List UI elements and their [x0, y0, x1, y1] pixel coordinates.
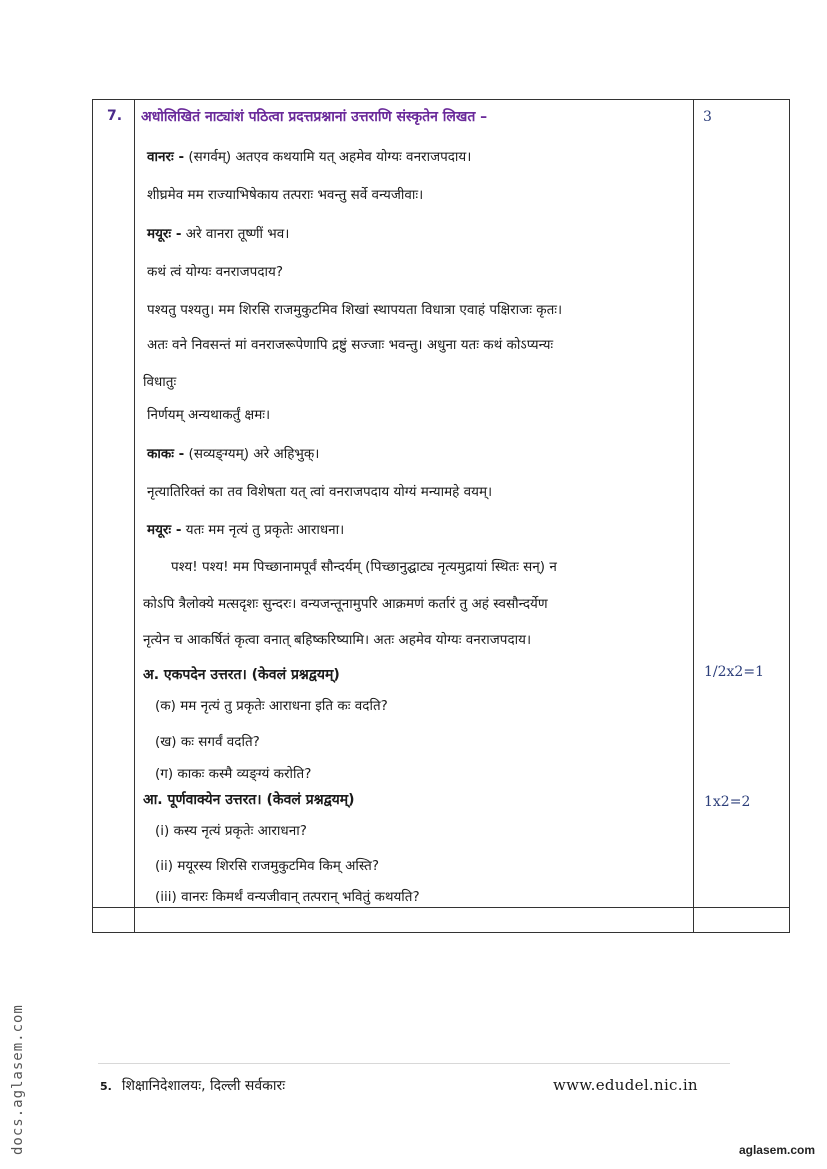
question-heading: अधोलिखितं नाट्यांशं पठित्वा प्रदत्तप्रश्नानां उत्तराणि संस्कृतेन लिखत – [141, 109, 488, 125]
passage-line: निर्णयम् अन्यथाकर्तुं क्षमः। [147, 407, 271, 423]
passage-line: कथं त्वं योग्यः वनराजपदाय? [147, 264, 283, 280]
passage-line: नृत्येन च आकर्षितं कृत्वा वनात् बहिष्करिष्यामि। अतः अहमेव योग्यः वनराजपदाय। [143, 632, 532, 648]
brand-label: aglasem.com [738, 1143, 815, 1157]
section-b-title: आ. पूर्णवाक्येन उत्तरत। (केवलं प्रश्नद्वयम्) [143, 792, 355, 808]
footer-left [100, 1076, 285, 1095]
passage-line: मयूरः - यतः मम नृत्यं तु प्रकृतेः आराधना। [147, 522, 345, 538]
column-divider [693, 100, 694, 932]
section-b-marks: 1x2=2 [704, 794, 751, 810]
section-a-title: अ. एकपदेन उत्तरत। (केवलं प्रश्नद्वयम्) [143, 667, 340, 683]
footer-department: शिक्षानिदेशालयः, दिल्ली सर्वकारः [121, 1078, 286, 1094]
section-a-question: (ख) कः सगर्वं वदति? [155, 734, 260, 750]
passage-line: मयूरः - अरे वानरा तूष्णीं भव। [147, 226, 290, 242]
question-table [92, 99, 790, 933]
passage-line: नृत्यातिरिक्तं का तव विशेषता यत् त्वां वनराजपदाय योग्यं मन्यामहे वयम्। [147, 484, 493, 500]
page-number: 5. [100, 1080, 112, 1093]
section-a-question: (क) मम नृत्यं तु प्रकृतेः आराधना इति कः वदति? [155, 698, 388, 714]
passage-line: शीघ्रमेव मम राज्याभिषेकाय तत्पराः भवन्तु सर्वे वन्यजीवाः। [147, 187, 424, 203]
passage-line: कोऽपि त्रैलोक्ये मत्सदृशः सुन्दरः। वन्यजन्तूनामुपरि आक्रमणं कर्तारं तु अहं स्वसौन्दर्येण [143, 596, 548, 612]
footer-divider [98, 1063, 730, 1064]
section-b-question: (ii) मयूरस्य शिरसि राजमुकुटमिव किम् अस्ति? [155, 858, 380, 874]
row-divider [93, 907, 789, 908]
passage-line: पश्यतु पश्यतु। मम शिरसि राजमुकुटमिव शिखां स्थापयता विधात्रा एवाहं पक्षिराजः कृतः। [147, 302, 563, 318]
passage-line: वानरः - (सगर्वम्) अतएव कथयामि यत् अहमेव योग्यः वनराजपदाय। [147, 149, 472, 165]
footer-website: www.edudel.nic.in [553, 1076, 698, 1094]
question-marks: 3 [703, 109, 712, 125]
question-number: 7. [107, 108, 123, 124]
side-watermark: docs.aglasem.com [10, 1004, 26, 1155]
passage-line: पश्य! पश्य! मम पिच्छानामपूर्वं सौन्दर्यम् (पिच्छानुद्घाट्य नृत्यमुद्रायां स्थितः सन्) न [171, 559, 557, 575]
passage-line: अतः वने निवसन्तं मां वनराजरूपेणापि द्रष्टुं सज्जाः भवन्तु। अधुना यतः कथं कोऽप्यन्यः [147, 337, 554, 353]
section-a-marks: 1/2x2=1 [704, 664, 764, 680]
section-a-question: (ग) काकः कस्मै व्यङ्ग्यं करोति? [155, 766, 312, 782]
section-b-question: (iii) वानरः किमर्थं वन्यजीवान् तत्परान् भवितुं कथयति? [155, 889, 420, 905]
passage-line: काकः - (सव्यङ्ग्यम्) अरे अहिभुक्। [147, 446, 320, 462]
column-divider [134, 100, 135, 932]
section-b-question: (i) कस्य नृत्यं प्रकृतेः आराधना? [155, 823, 307, 839]
passage-line: विधातुः [143, 374, 177, 390]
